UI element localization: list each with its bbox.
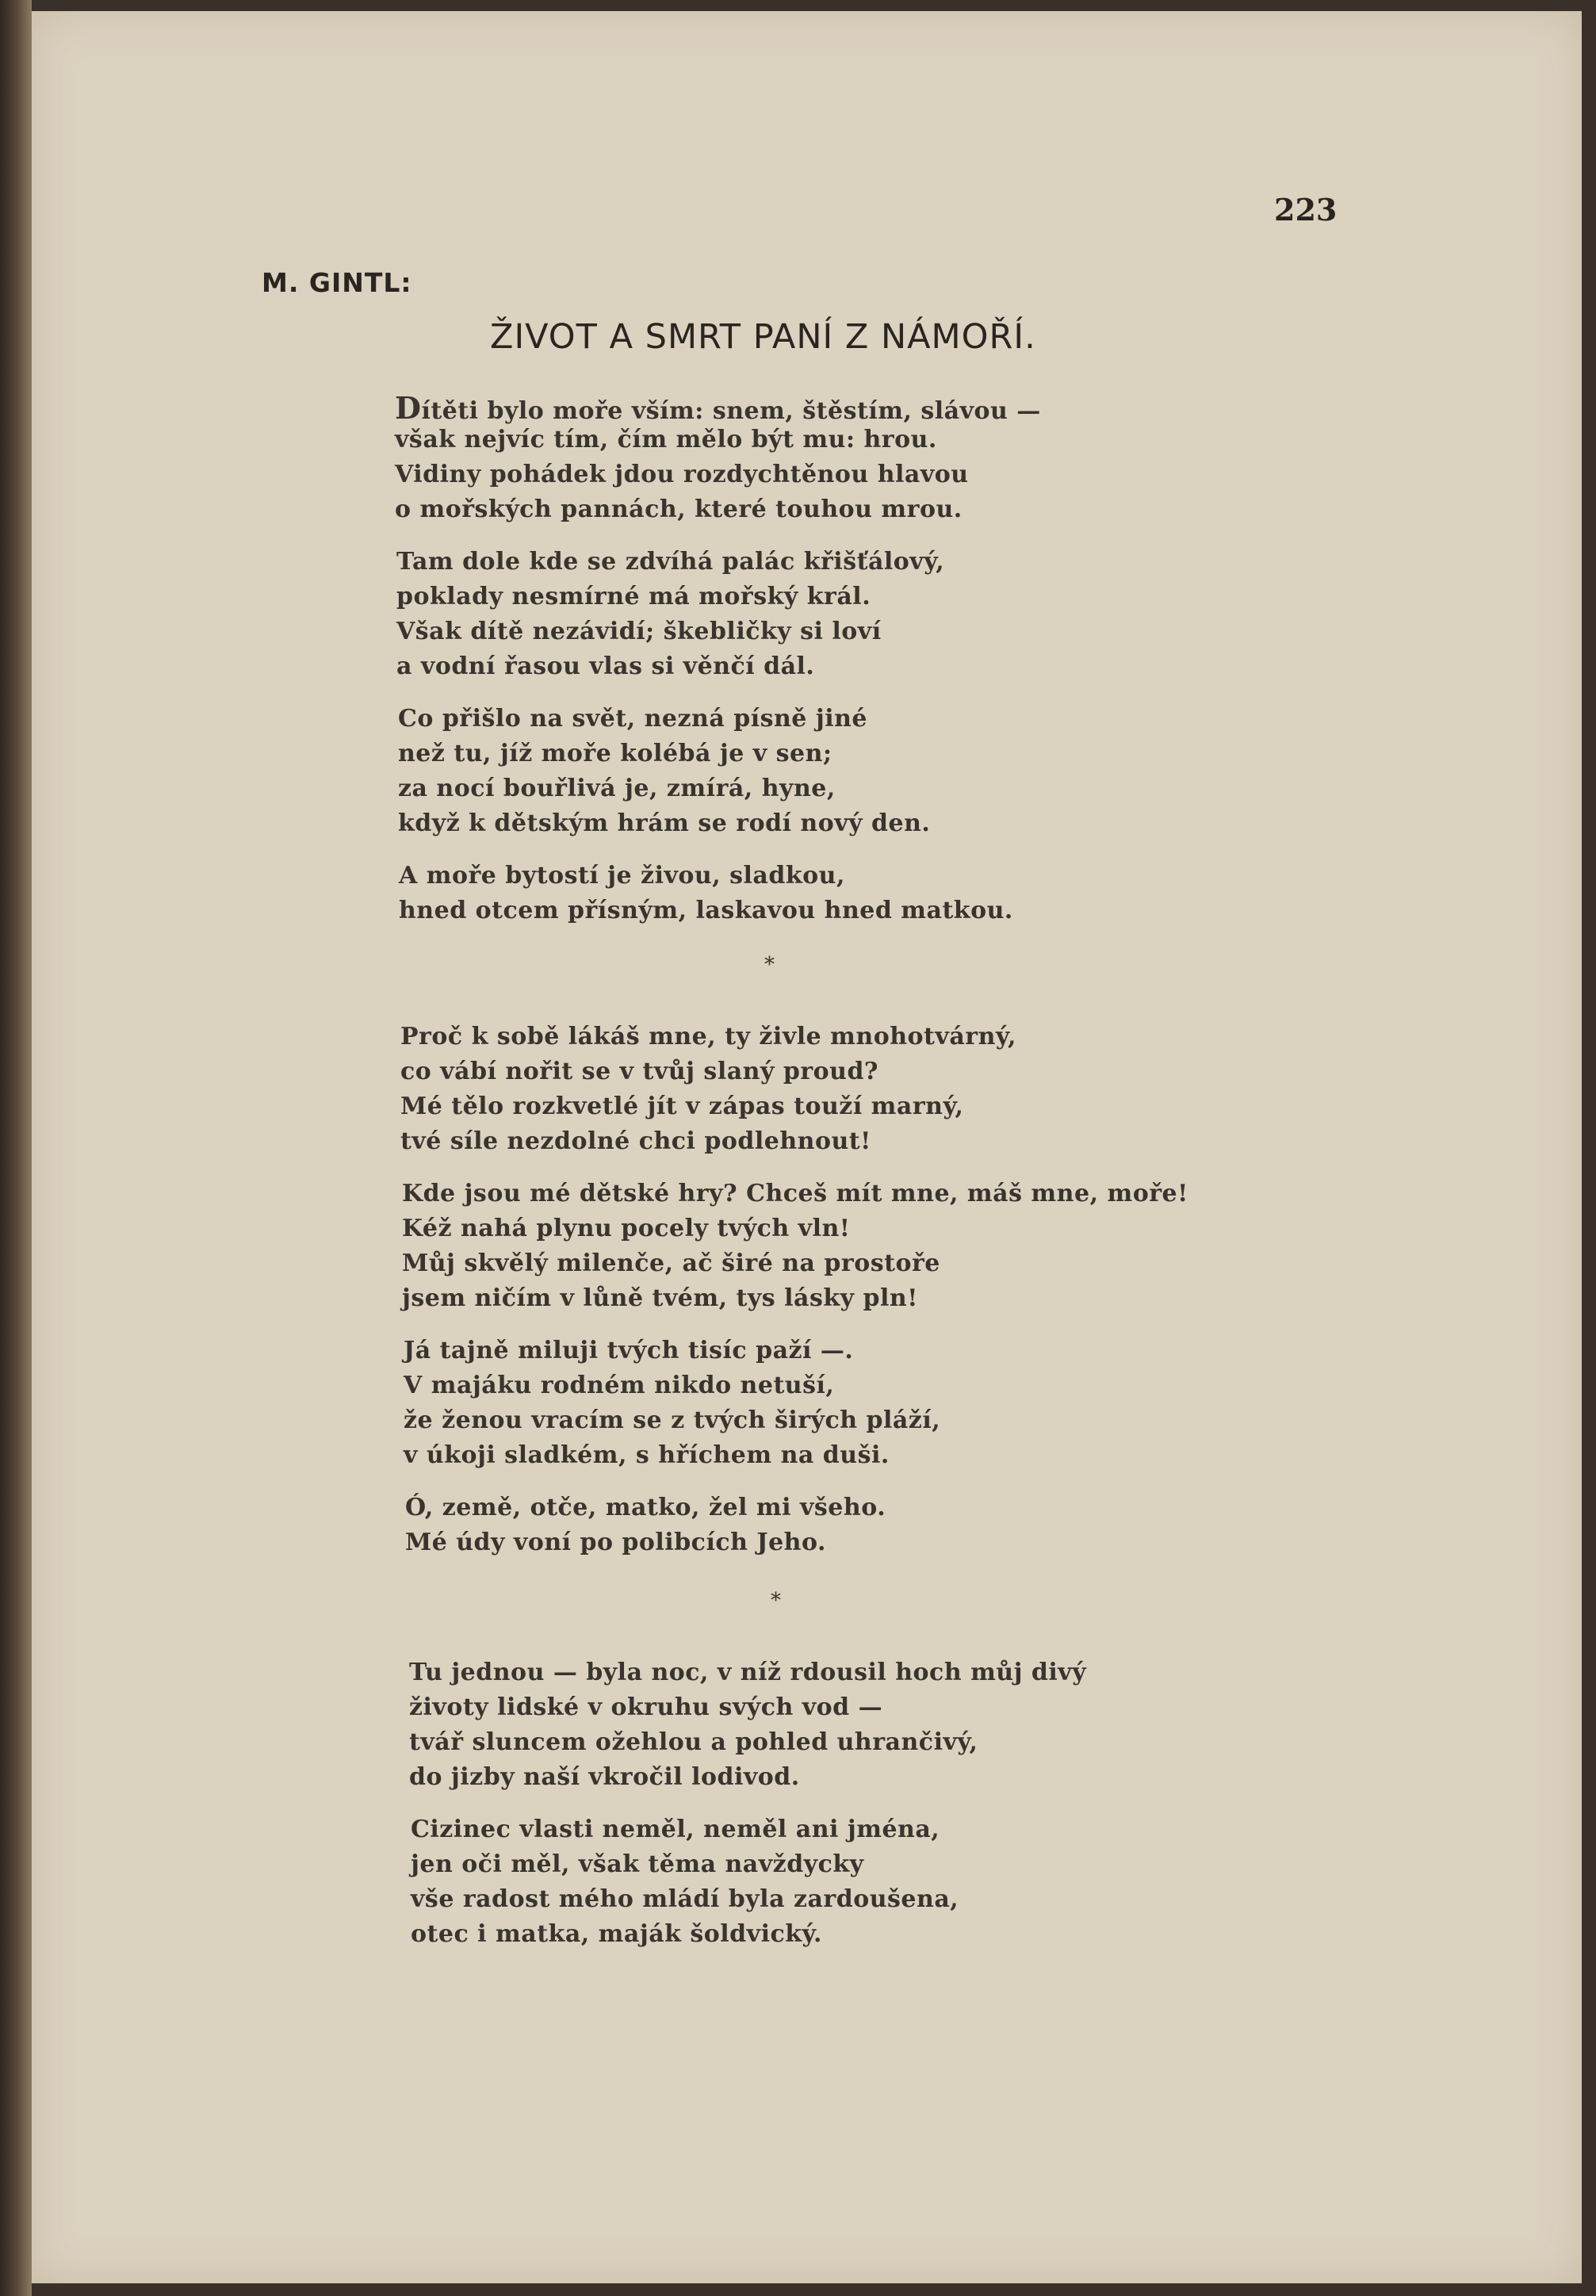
- poem-line: Kde jsou mé dětské hry? Chceš mít mne, máš mne, moře!: [402, 1180, 1188, 1207]
- poem-line: hned otcem přísným, laskavou hned matkou.: [399, 897, 1013, 924]
- book-page: [32, 11, 1582, 2283]
- poem-line: Proč k sobě lákáš mne, ty živle mnohotvárný,: [400, 1023, 1016, 1050]
- poem-line: Co přišlo na svět, nezná písně jiné: [398, 705, 867, 733]
- poem-line: Však dítě nezávidí; škebličky si loví: [396, 618, 882, 645]
- poem-line: Mé tělo rozkvetlé jít v zápas touží marný,: [400, 1093, 964, 1120]
- poem-line: otec i matka, maják šoldvický.: [411, 1920, 822, 1948]
- section-divider-asterisk: *: [764, 953, 775, 977]
- author-name: M. GINTL:: [262, 267, 412, 298]
- poem-line: Ó, země, otče, matko, žel mi všeho.: [405, 1494, 886, 1521]
- poem-line: Kéž nahá plynu pocely tvých vln!: [402, 1215, 851, 1242]
- poem-line: když k dětským hrám se rodí nový den.: [398, 809, 931, 837]
- poem-line: Já tajně miluji tvých tisíc paží —.: [404, 1337, 854, 1364]
- poem-line: jsem ničím v lůně tvém, tys lásky pln!: [402, 1284, 918, 1312]
- poem-line: vše radost mého mládí byla zardoušena,: [411, 1885, 959, 1913]
- drop-initial: D: [395, 390, 422, 426]
- poem-line: do jizby naší vkročil lodivod.: [409, 1763, 800, 1791]
- poem-line: za nocí bouřlivá je, zmírá, hyne,: [398, 775, 836, 802]
- poem-line: jen oči měl, však těma navždycky: [411, 1850, 864, 1878]
- poem-line: že ženou vracím se z tvých širých pláží,: [404, 1406, 941, 1434]
- poem-line: a vodní řasou vlas si věnčí dál.: [396, 652, 815, 680]
- poem-line: A moře bytostí je živou, sladkou,: [399, 862, 845, 890]
- poem-line: však nejvíc tím, čím mělo být mu: hrou.: [395, 426, 937, 453]
- poem-line-rest: ítěti bylo moře vším: snem, štěstím, slávou —: [421, 397, 1041, 425]
- poem-line: Tam dole kde se zdvíhá palác křišťálový,: [396, 548, 945, 576]
- poem-line: [395, 390, 1041, 426]
- page-number: 223: [1274, 192, 1338, 228]
- poem-line: než tu, jíž moře kolébá je v sen;: [398, 740, 832, 767]
- poem-line: Tu jednou — byla noc, v níž rdousil hoch můj divý: [409, 1659, 1087, 1686]
- poem-line: tvář sluncem ožehlou a pohled uhrančivý,: [409, 1728, 978, 1756]
- poem-line: poklady nesmírné má mořský král.: [396, 583, 871, 610]
- poem-line: Mé údy voní po polibcích Jeho.: [405, 1529, 826, 1556]
- poem-line: Můj skvělý milenče, ač širé na prostoře: [402, 1249, 940, 1277]
- poem-line: Vidiny pohádek jdou rozdychtěnou hlavou: [395, 461, 969, 488]
- book-spine-edge: [0, 0, 32, 2296]
- poem-line: životy lidské v okruhu svých vod —: [409, 1693, 883, 1721]
- poem-line: tvé síle nezdolné chci podlehnout!: [400, 1127, 871, 1155]
- poem-title: ŽIVOT A SMRT PANÍ Z NÁMOŘÍ.: [490, 317, 1036, 357]
- poem-line: V majáku rodném nikdo netuší,: [404, 1372, 835, 1399]
- section-divider-asterisk: *: [771, 1589, 781, 1613]
- poem-line: Cizinec vlasti neměl, neměl ani jména,: [411, 1816, 940, 1843]
- poem-line: v úkoji sladkém, s hříchem na duši.: [404, 1441, 890, 1469]
- poem-line: o mořských pannách, které touhou mrou.: [395, 496, 963, 523]
- poem-line: co vábí nořit se v tvůj slaný proud?: [400, 1058, 878, 1085]
